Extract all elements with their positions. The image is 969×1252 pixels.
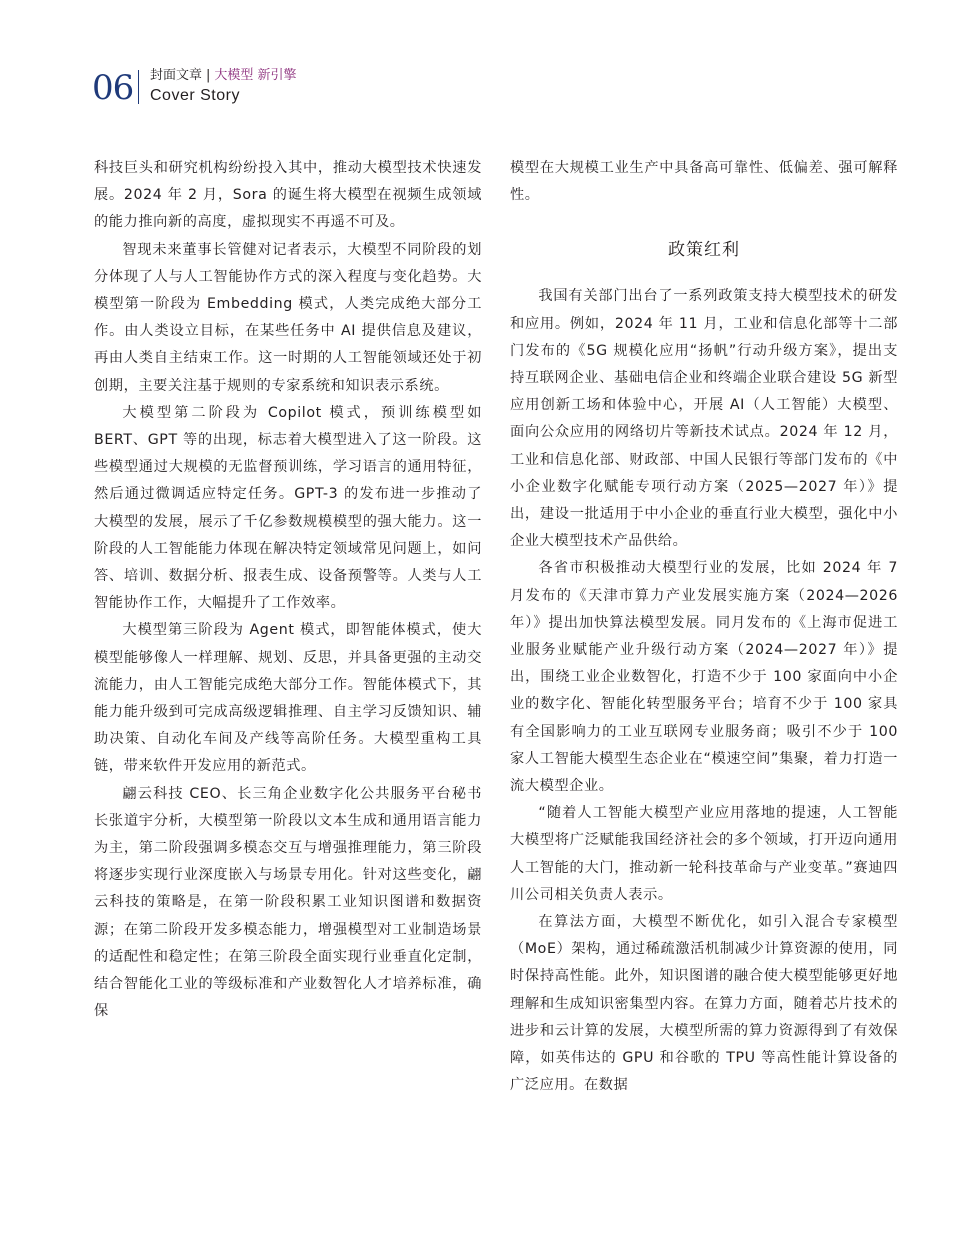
article-paragraph: 模型在大规模工业生产中具备高可靠性、低偏差、强可解释性。 bbox=[510, 160, 898, 204]
article-paragraph: 我国有关部门出台了一系列政策支持大模型技术的研发和应用。例如，2024 年 11 月，工业和信息化部等十二部门发布的《5G 规模化应用“扬帆”行动升级方案》，提出支持互联网企业、基础电信企业和终端企业联合建设 5G 新型应用创新工场和体验中心，开展 AI（人工智能）大模型、面向公众应用的网络切片等新技术试点。2024 年 12 月，工业和信息化部、财政部、中国人民银行等部门发布的《中小企业数字化赋能专项行动方案（2025—2027 年）》提出，建设一批适用于中小企业的垂直行业大模型，强化中小企业大模型技术产品供给。 bbox=[510, 288, 898, 550]
section-separator: | bbox=[206, 68, 211, 83]
article-paragraph: 智现未来董事长管健对记者表示，大模型不同阶段的划分体现了人与人工智能协作方式的深入程度与变化趋势。大模型第一阶段为 Embedding 模式，人类完成绝大部分工作。由人类设立目标，在某些任务中 AI 提供信息及建议，再由人类自主结束工作。这一时期的人工智能领域还处于初创期，主要关注基于规则的专家系统和知识表示系统。 bbox=[94, 241, 482, 394]
article-paragraph: 科技巨头和研究机构纷纷投入其中，推动大模型技术快速发展。2024 年 2 月，Sora 的诞生将大模型在视频生成领域的能力推向新的高度，虚拟现实不再遥不可及。 bbox=[94, 160, 482, 231]
left-column bbox=[94, 155, 482, 1026]
section-name-english: Cover Story bbox=[150, 87, 240, 104]
section-heading: 政策红利 bbox=[668, 240, 740, 261]
section-name: 封面文章 bbox=[150, 68, 203, 83]
page-number: 06 bbox=[92, 68, 134, 108]
article-paragraph: 大模型第三阶段为 Agent 模式，即智能体模式，使大模型能够像人一样理解、规划、反思，并具备更强的主动交流能力，由人工智能完成绝大部分工作。智能体模式下，其能力能升级到可完成高级逻辑推理、自主学习反馈知识、辅助决策、自动化车间及产线等高阶任务。大模型重构工具链，带来软件开发应用的新范式。 bbox=[94, 622, 482, 775]
header-divider bbox=[138, 70, 139, 104]
article-paragraph: “随着人工智能大模型产业应用落地的提速，人工智能大模型将广泛赋能我国经济社会的多个领域，打开迈向通用人工智能的大门，推动新一轮科技革命与产业变革。”赛迪四川公司相关负责人表示。 bbox=[510, 805, 898, 903]
article-paragraph: 大模型第二阶段为 Copilot 模式，预训练模型如 BERT、GPT 等的出现，标志着大模型进入了这一阶段。这些模型通过大规模的无监督预训练，学习语言的通用特征，然后通过微调适应特定任务。GPT-3 的发布进一步推动了大模型的发展，展示了千亿参数规模模型的强大能力。这一阶段的人工智能能力体现在解决特定领域常见问题上，如问答、培训、数据分析、报表生成、设备预警等。人类与人工智能协作工作，大幅提升了工作效率。 bbox=[94, 404, 482, 612]
section-topic: 大模型 新引擎 bbox=[214, 68, 297, 83]
right-column bbox=[510, 155, 898, 1100]
article-paragraph: 翩云科技 CEO、长三角企业数字化公共服务平台秘书长张道宇分析，大模型第一阶段以文本生成和通用语言能力为主，第二阶段强调多模态交互与增强推理能力，第三阶段将逐步实现行业深度嵌入与场景专用化。针对这些变化，翩云科技的策略是，在第一阶段积累工业知识图谱和数据资源；在第二阶段开发多模态能力，增强模型对工业制造场景的适配性和稳定性；在第三阶段全面实现行业垂直化定制，结合智能化工业的等级标准和产业数智化人才培养标准，确保 bbox=[94, 785, 482, 1020]
article-paragraph: 在算法方面，大模型不断优化，如引入混合专家模型（MoE）架构，通过稀疏激活机制减少计算资源的使用，同时保持高性能。此外，知识图谱的融合使大模型能够更好地理解和生成知识密集型内容。在算力方面，随着芯片技术的进步和云计算的发展，大模型所需的算力资源得到了有效保障，如英伟达的 GPU 和谷歌的 TPU 等高性能计算设备的广泛应用。在数据 bbox=[510, 914, 898, 1094]
article-paragraph: 各省市积极推动大模型行业的发展，比如 2024 年 7 月发布的《天津市算力产业发展实施方案（2024—2026 年）》提出加快算法模型发展。同月发布的《上海市促进工业服务业赋能产业升级行动方案（2024—2027 年）》提出，围绕工业企业数智化，打造不少于 100 家面向中小企业的数字化、智能化转型服务平台；培育不少于 100 家具有全国影响力的工业互联网专业服务商；吸引不少于 100 家人工智能大模型生态企业在“模速空间”集聚，着力打造一流大模型企业。 bbox=[510, 560, 898, 795]
section-label bbox=[150, 68, 297, 84]
